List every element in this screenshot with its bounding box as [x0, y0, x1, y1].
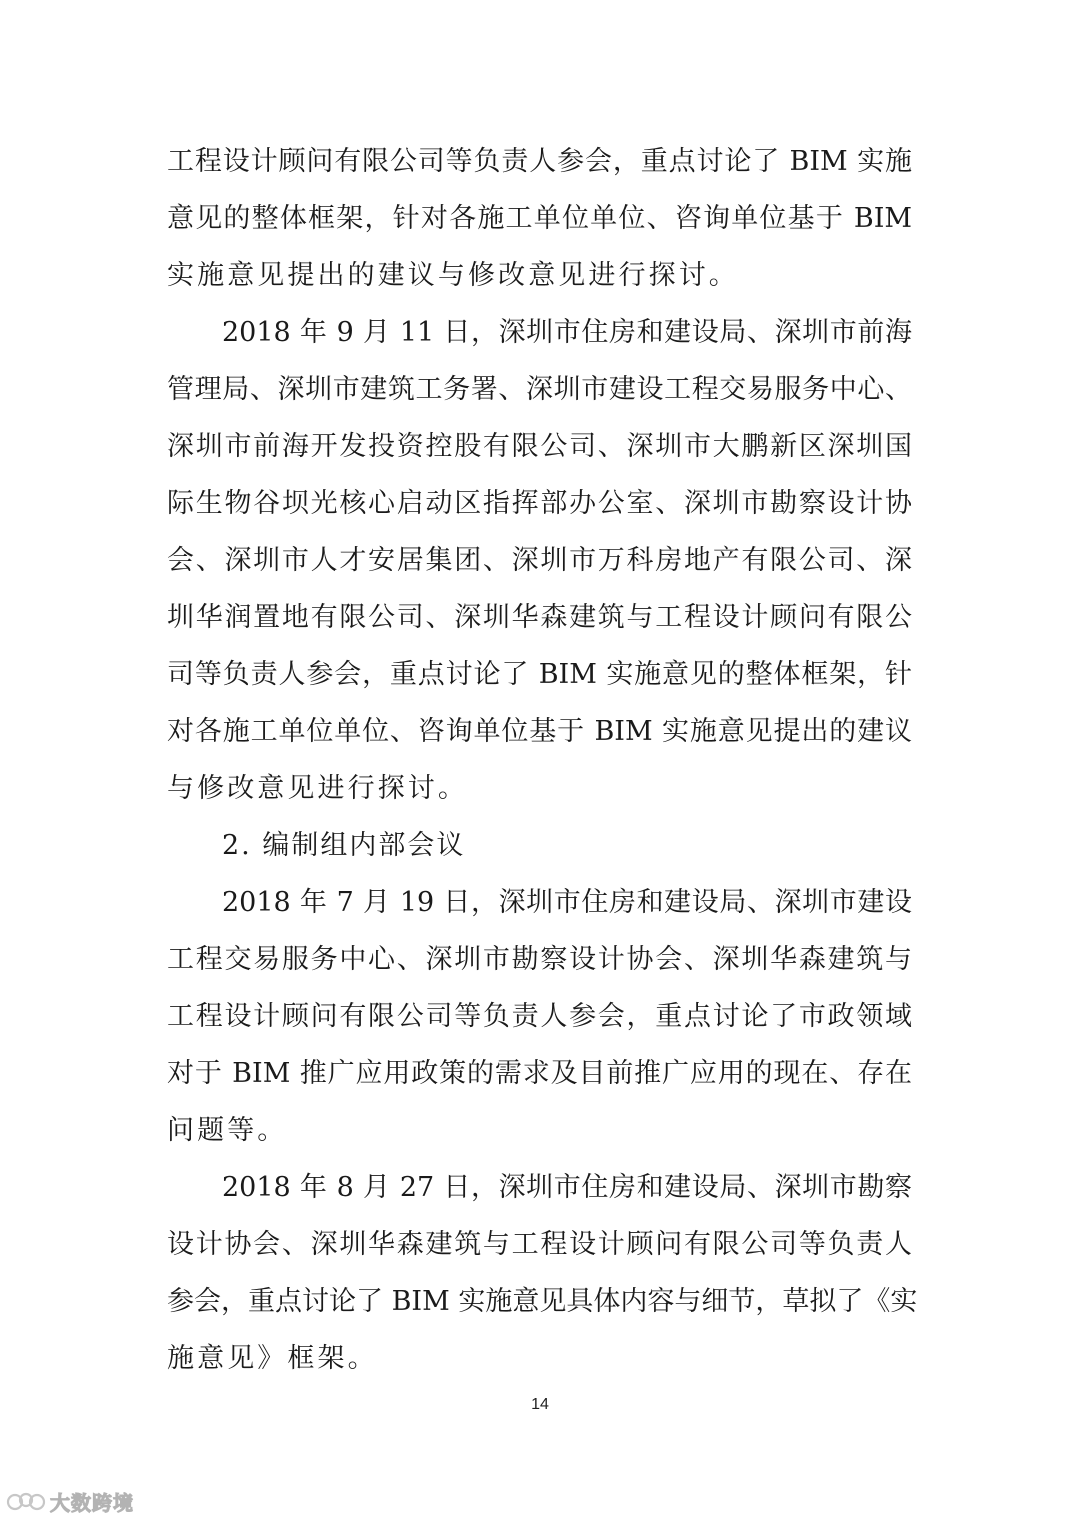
text-line: 深圳市前海开发投资控股有限公司、深圳市大鹏新区深圳国	[167, 431, 912, 462]
text-line: 际生物谷坝光核心启动区指挥部办公室、深圳市勘察设计协	[167, 488, 912, 519]
text-line: 施意见》框架。	[167, 1343, 378, 1374]
text-line: 管理局、深圳市建筑工务署、深圳市建设工程交易服务中心、	[167, 374, 912, 405]
text-line: 2018 年 8 月 27 日，深圳市住房和建设局、深圳市勘察	[222, 1172, 912, 1203]
page-number: 14	[531, 1396, 549, 1413]
text-line: 设计协会、深圳华森建筑与工程设计顾问有限公司等负责人	[167, 1229, 912, 1260]
text-line: 工程交易服务中心、深圳市勘察设计协会、深圳华森建筑与	[167, 944, 912, 975]
watermark-logo-icon	[6, 1487, 46, 1515]
section-heading: 2. 编制组内部会议	[222, 830, 466, 861]
text-line: 参会，重点讨论了 BIM 实施意见具体内容与细节，草拟了《实	[167, 1286, 918, 1317]
text-line: 2018 年 9 月 11 日，深圳市住房和建设局、深圳市前海	[222, 317, 912, 348]
text-line: 与修改意见进行探讨。	[167, 773, 468, 804]
text-line: 司等负责人参会，重点讨论了 BIM 实施意见的整体框架，针	[167, 659, 912, 690]
text-line: 工程设计顾问有限公司等负责人参会，重点讨论了 BIM 实施	[167, 146, 912, 177]
text-line: 对各施工单位单位、咨询单位基于 BIM 实施意见提出的建议	[167, 716, 912, 747]
text-line: 对于 BIM 推广应用政策的需求及目前推广应用的现在、存在	[167, 1058, 912, 1089]
text-line: 会、深圳市人才安居集团、深圳市万科房地产有限公司、深	[167, 545, 912, 576]
text-line: 工程设计顾问有限公司等负责人参会，重点讨论了市政领域	[167, 1001, 912, 1032]
text-line: 问题等。	[167, 1115, 288, 1146]
text-line: 意见的整体框架，针对各施工单位单位、咨询单位基于 BIM	[167, 203, 912, 234]
watermark-text: 大数跨境	[50, 1490, 134, 1515]
watermark	[6, 1486, 134, 1516]
text-line: 2018 年 7 月 19 日，深圳市住房和建设局、深圳市建设	[222, 887, 912, 918]
text-line: 实施意见提出的建议与修改意见进行探讨。	[167, 260, 739, 291]
text-line: 圳华润置地有限公司、深圳华森建筑与工程设计顾问有限公	[167, 602, 912, 633]
